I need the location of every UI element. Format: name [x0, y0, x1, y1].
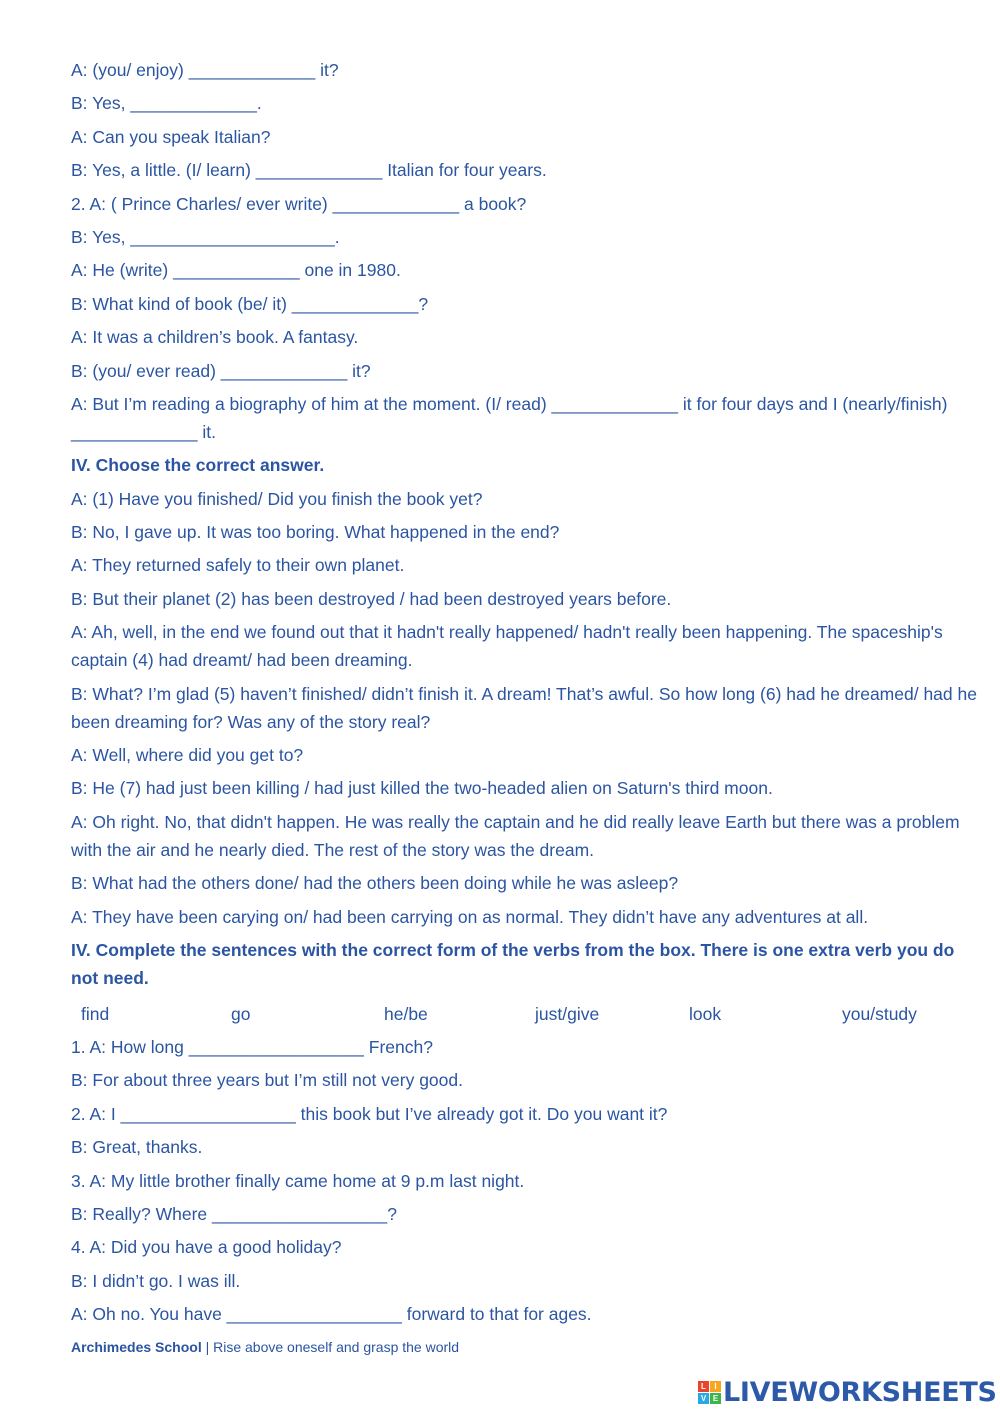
choice-line: A: Ah, well, in the end we found out that it hadn't really happened/ hadn't really been happening. The spaceship's captain (4) had dreamt/ had been dreaming.	[71, 622, 943, 671]
footer-separator: |	[201, 1339, 214, 1355]
logo-text: LIVEWORKSHEETS	[723, 1377, 997, 1408]
dialogue-line: B: What kind of book (be/ it) _____________?	[71, 293, 429, 314]
exercise-line: B: For about three years but I’m still not very good.	[71, 1070, 463, 1091]
exercise-line: 2. A: I __________________ this book but I’ve already got it. Do you want it?	[71, 1103, 668, 1124]
choice-line: A: (1) Have you finished/ Did you finish the book yet?	[71, 488, 483, 509]
school-name: Archimedes School	[71, 1339, 202, 1355]
choice-line: A: Well, where did you get to?	[71, 745, 304, 766]
dialogue-line: 2. A: ( Prince Charles/ ever write) _____________ a book?	[71, 193, 527, 214]
verb-box-item: he/be	[384, 1003, 428, 1024]
logo-mark-letter: I	[710, 1381, 721, 1392]
choice-line: B: What had the others done/ had the others been doing while he was asleep?	[71, 873, 679, 894]
dialogue-line: B: (you/ ever read) _____________ it?	[71, 360, 371, 381]
worksheet-body	[71, 56, 981, 1334]
verb-box-item: look	[689, 1003, 722, 1024]
page-footer	[71, 1339, 459, 1355]
dialogue-line: B: Yes, a little. (I/ learn) _____________ Italian for four years.	[71, 160, 547, 181]
verb-box	[71, 1000, 981, 1028]
choice-line: A: They have been carying on/ had been carrying on as normal. They didn’t have any adventures at all.	[71, 906, 869, 927]
dialogue-line: A: It was a children’s book. A fantasy.	[71, 327, 359, 348]
choice-line: B: But their planet (2) has been destroyed / had been destroyed years before.	[71, 588, 672, 609]
section-heading-complete: IV. Complete the sentences with the correct form of the verbs from the box. There is one extra verb you do not need.	[71, 939, 955, 988]
logo-mark-letter: L	[698, 1381, 709, 1392]
choice-line: A: Oh right. No, that didn't happen. He was really the captain and he did really leave Earth but there was a problem with the air and he nearly died. The rest of the story was the dream.	[71, 811, 960, 860]
choice-line: A: They returned safely to their own planet.	[71, 555, 405, 576]
dialogue-line: A: (you/ enjoy) _____________ it?	[71, 60, 339, 80]
exercise-line: B: Great, thanks.	[71, 1137, 203, 1158]
choice-line: B: No, I gave up. It was too boring. What happened in the end?	[71, 522, 560, 543]
verb-box-item: you/study	[842, 1003, 917, 1024]
logo-mark-icon	[698, 1381, 721, 1404]
choice-line: B: He (7) had just been killing / had just killed the two-headed alien on Saturn's third moon.	[71, 778, 773, 799]
dialogue-line: A: But I’m reading a biography of him at the moment. (I/ read) _____________ it for four days and I (nearly/finish) _____________ it.	[71, 393, 948, 442]
exercise-line: B: I didn’t go. I was ill.	[71, 1270, 241, 1291]
verb-box-item: go	[231, 1003, 251, 1024]
logo-mark-letter: E	[710, 1393, 721, 1404]
dialogue-line: A: Can you speak Italian?	[71, 126, 271, 147]
dialogue-line: B: Yes, _____________.	[71, 93, 262, 114]
verb-box-item: just/give	[535, 1003, 600, 1024]
exercise-line: 4. A: Did you have a good holiday?	[71, 1237, 342, 1258]
exercise-line: 1. A: How long __________________ French?	[71, 1036, 433, 1057]
liveworksheets-logo[interactable]	[698, 1377, 997, 1408]
dialogue-line: A: He (write) _____________ one in 1980.	[71, 260, 401, 281]
verb-box-item: find	[81, 1003, 110, 1024]
dialogue-line: B: Yes, _____________________.	[71, 226, 340, 247]
choice-line: B: What? I’m glad (5) haven’t finished/ didn’t finish it. A dream! That’s awful. So how long (6) had he dreamed/ had he been dreaming for? Was any of the story real?	[71, 683, 977, 732]
school-motto: Rise above oneself and grasp the world	[213, 1339, 460, 1355]
exercise-line: A: Oh no. You have __________________ forward to that for ages.	[71, 1304, 592, 1325]
exercise-line: B: Really? Where __________________?	[71, 1203, 397, 1224]
section-heading-choose: IV. Choose the correct answer.	[71, 455, 325, 476]
exercise-line: 3. A: My little brother finally came home at 9 p.m last night.	[71, 1170, 525, 1191]
logo-mark-letter: V	[698, 1393, 709, 1404]
